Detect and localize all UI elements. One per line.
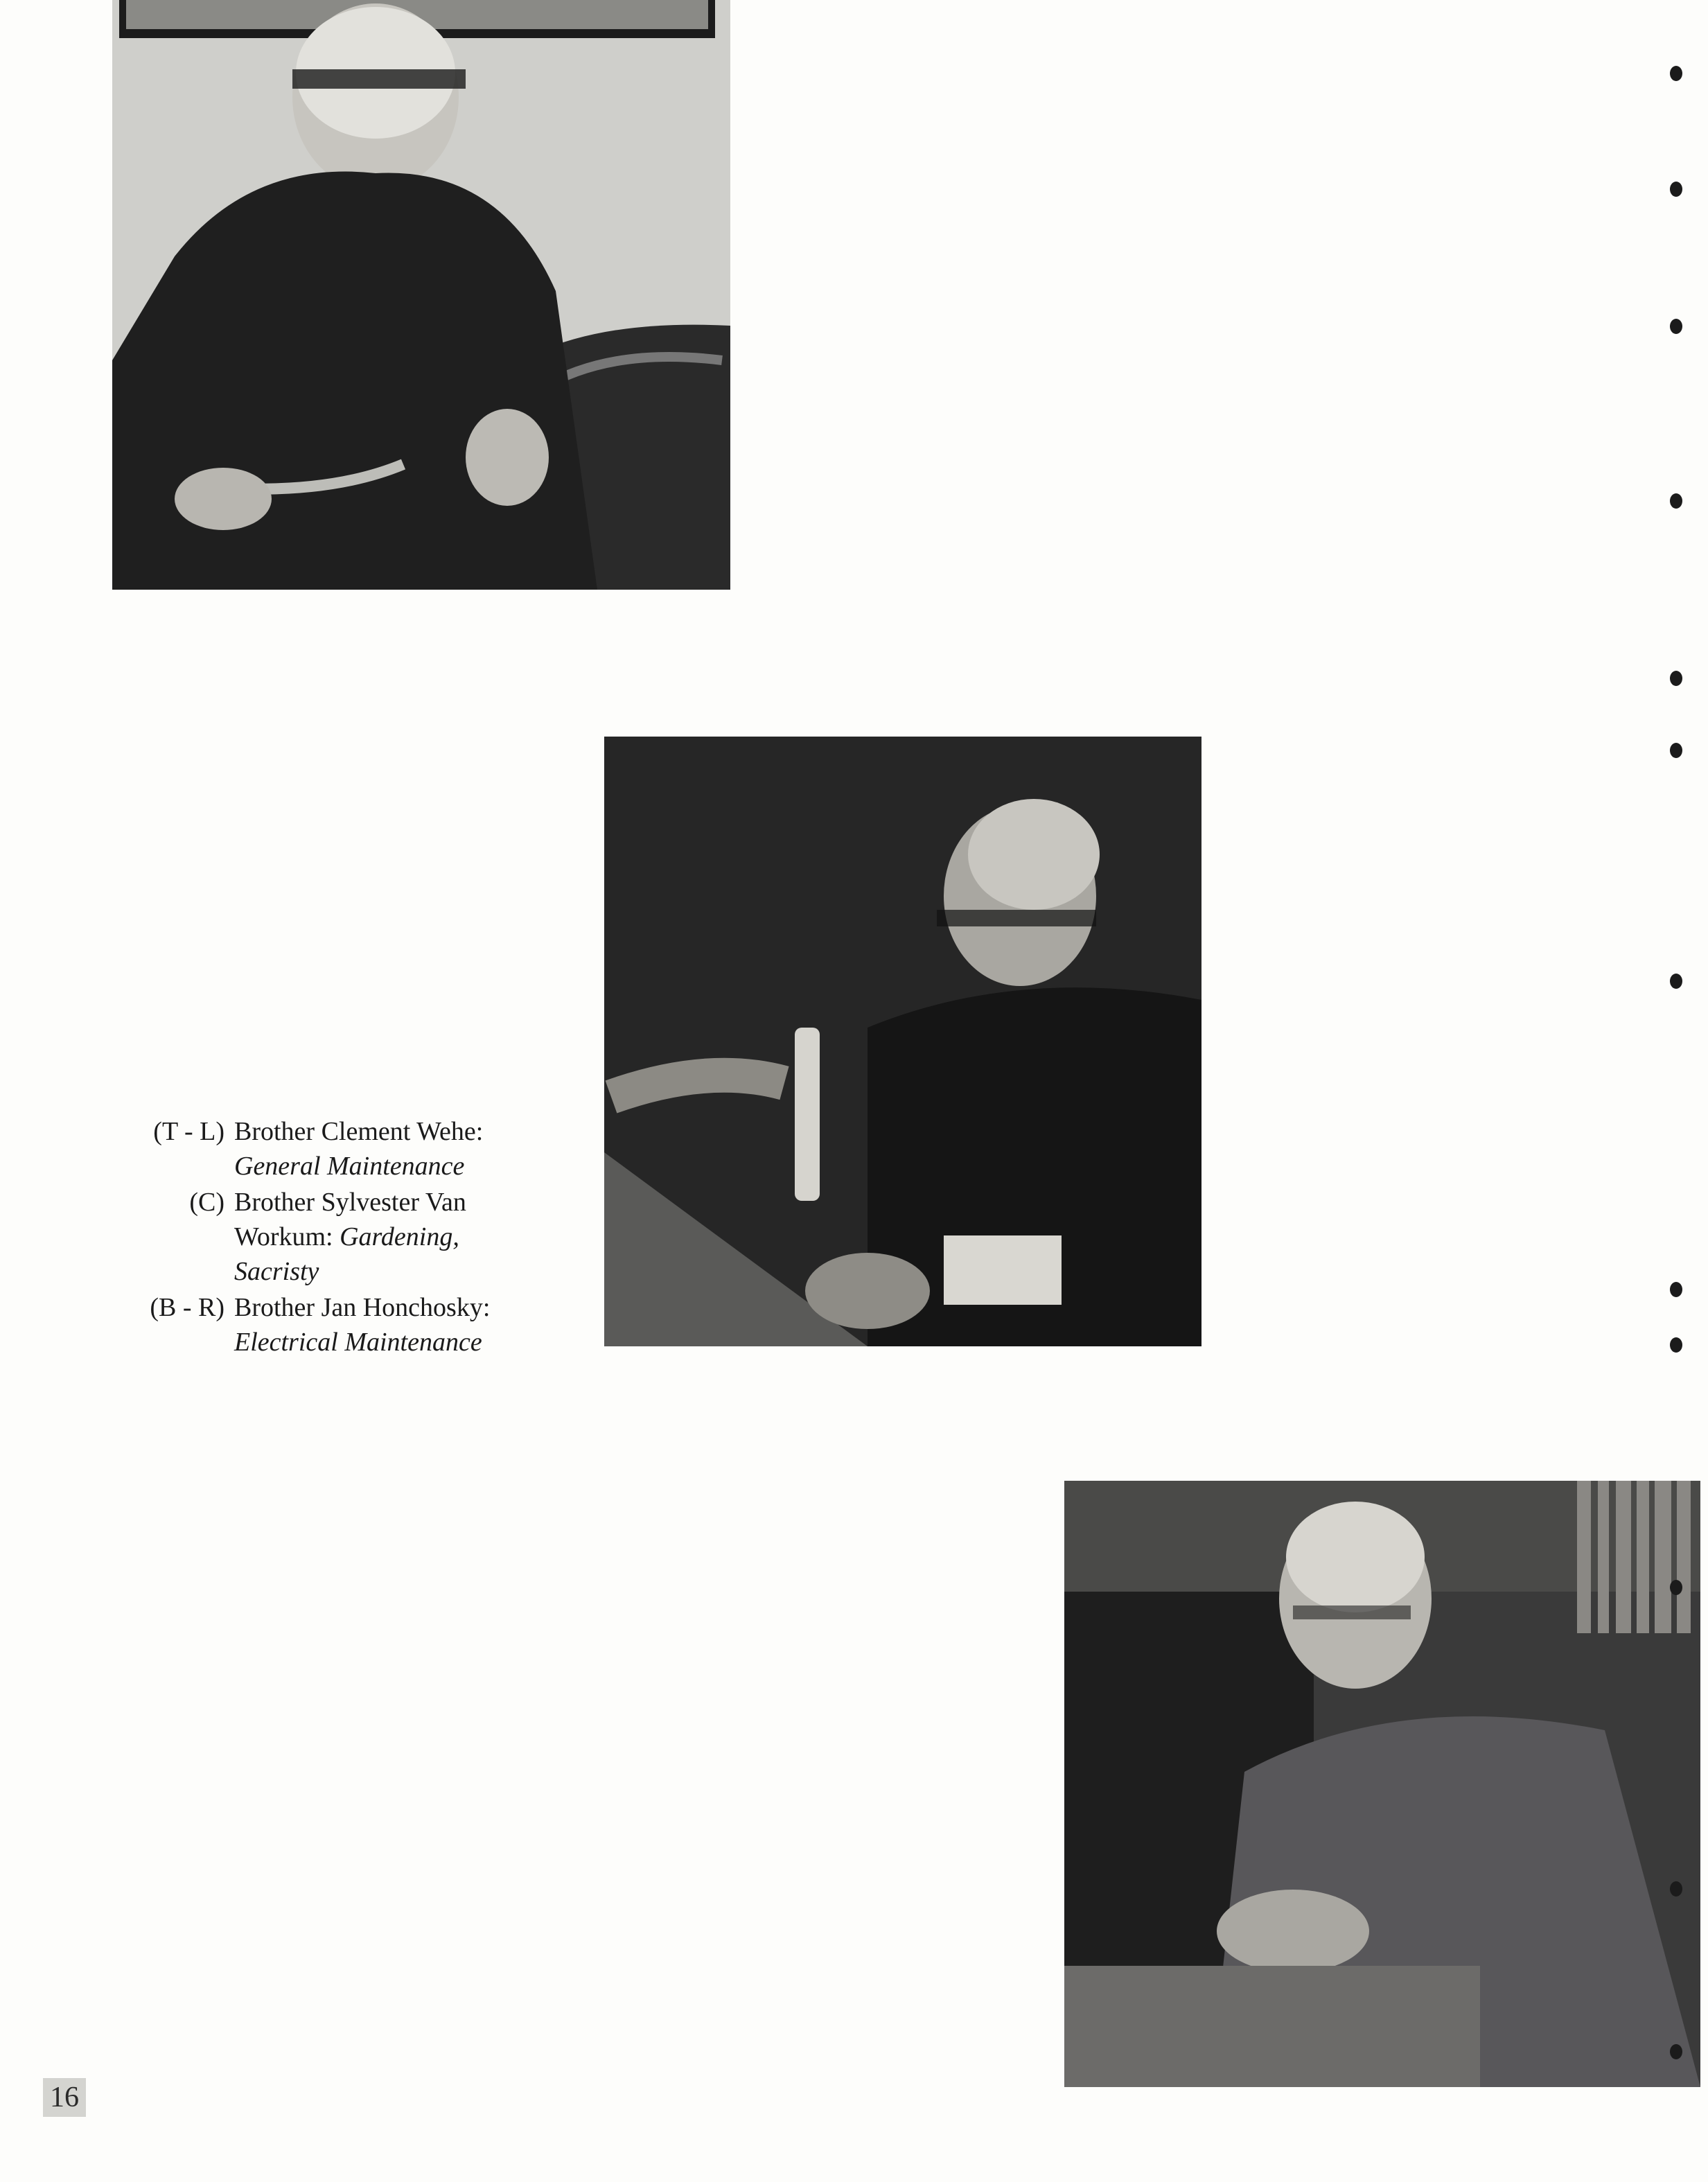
binding-hole — [1670, 493, 1682, 509]
caption-person-name: Brother Clement Wehe: — [234, 1117, 484, 1146]
binding-hole — [1670, 1337, 1682, 1353]
photo-brother-clement-wehe — [112, 0, 730, 590]
photo-brother-jan-honchosky — [1064, 1481, 1700, 2087]
caption-person-role: Electrical Maintenance — [234, 1328, 482, 1357]
caption-position-code: (T - L) — [153, 1117, 224, 1146]
binding-hole — [1670, 319, 1682, 334]
binding-hole — [1670, 1282, 1682, 1297]
photo-caption — [122, 1114, 538, 1360]
caption-position-code: (B - R) — [150, 1293, 224, 1322]
binding-hole — [1670, 2044, 1682, 2059]
binding-hole — [1670, 974, 1682, 989]
binding-hole — [1670, 743, 1682, 758]
photo-brother-sylvester-van-workum — [604, 737, 1201, 1346]
binding-hole — [1670, 1881, 1682, 1897]
binding-hole — [1670, 1580, 1682, 1595]
caption-person-role: General Maintenance — [234, 1152, 465, 1181]
caption-person-name: Brother Jan Honchosky: — [234, 1293, 491, 1322]
binding-hole — [1670, 671, 1682, 686]
caption-entry-bottom-right — [122, 1290, 538, 1360]
caption-person-name: Brother Sylvester Van Workum: — [234, 1188, 466, 1251]
caption-entry-top-left — [122, 1114, 538, 1184]
caption-entry-center — [122, 1185, 538, 1289]
binding-hole — [1670, 66, 1682, 81]
binding-hole — [1670, 182, 1682, 197]
page-number: 16 — [43, 2078, 86, 2117]
caption-person-role: Gardening, Sacristy — [234, 1222, 459, 1286]
caption-position-code: (C) — [189, 1188, 224, 1217]
